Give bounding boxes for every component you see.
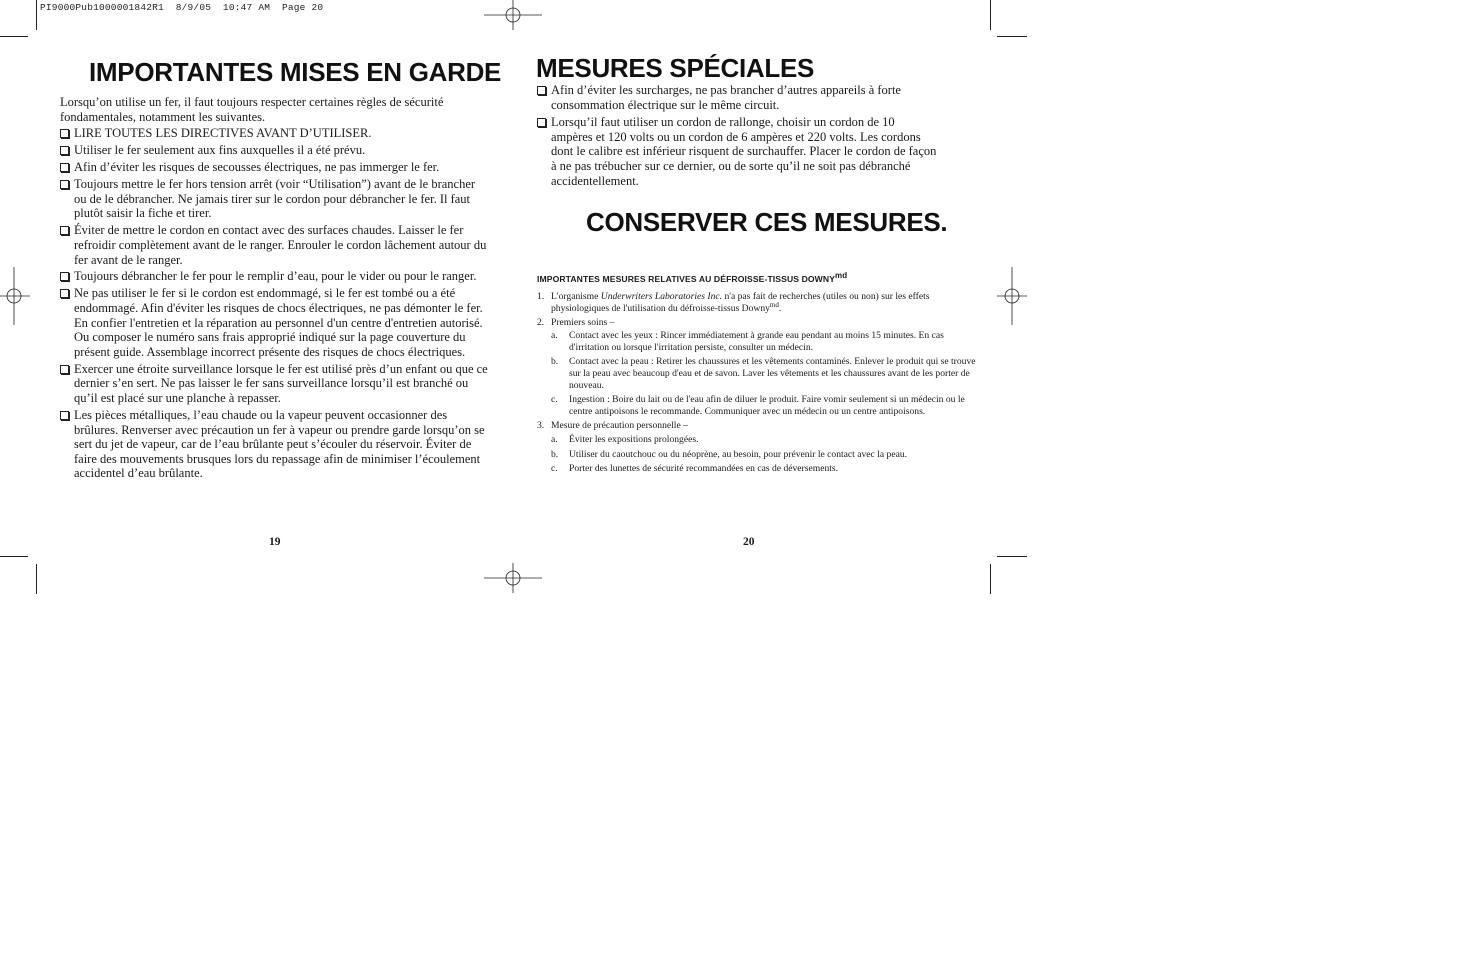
- list-item: Lorsqu’il faut utiliser un cordon de rallonge, choisir un cordon de 10 ampères et 120 volts ou un cordon de 6 ampères et 220 volts. Les cordons dont le calibre est inférieur risquent de surchauffer. Placer le cordon de façon à ne pas trébucher sur ce dernier, ou de sorte qu’il ne soit pas débranché accidentellement.: [537, 115, 937, 188]
- page-number-right: 20: [743, 536, 755, 548]
- checkbox-bullet-icon: [537, 86, 546, 95]
- checkbox-bullet-icon: [60, 163, 69, 172]
- checkbox-bullet-icon: [60, 411, 69, 420]
- numbered-item: 3. Mesure de précaution personnelle –: [537, 420, 688, 432]
- sub-item: a. Éviter les expositions prolongées.: [551, 433, 699, 445]
- downy-heading: IMPORTANTES MESURES RELATIVES AU DÉFROISSE-TISSUS $DOWNY^{md}$: [537, 271, 848, 284]
- crop-mark: [997, 36, 1027, 37]
- checkbox-bullet-icon: [60, 226, 69, 235]
- crop-mark: [0, 36, 28, 37]
- crop-mark: [997, 556, 1027, 557]
- sub-item: c. Porter des lunettes de sécurité recommandées en cas de déversements.: [551, 463, 839, 475]
- crop-mark: [0, 556, 28, 557]
- sub-item: c. Ingestion : Boire du lait ou de l'eau afin de diluer le produit. Faire vomir seulement si un médecin ou le centre antipoisons le recommande. Communiquer avec un médecin ou un centre antipoisons.: [551, 394, 965, 417]
- page-title-left: IMPORTANTES MISES EN GARDE: [89, 57, 502, 87]
- downy-section: [537, 270, 977, 478]
- sub-item: b. Contact avec la peau : Retirer les chaussures et les vêtements contaminés. Enlever le produit qui se trouve sur la peau avec beaucoup d'eau et de savon. Laver les vêtements et les chaussures avant de les porter de nouveau.: [551, 356, 976, 391]
- checkbox-bullet-icon: [60, 180, 69, 189]
- checkbox-bullet-icon: [60, 272, 69, 281]
- printer-slug: PI9000Pub1000001842R1 8/9/05 10:47 AM Page 20: [40, 2, 324, 13]
- list-item: Exercer une étroite surveillance lorsque le fer est utilisé près d’un enfant ou que ce dernier s’en sert. Ne pas laisser le fer sans surveillance lorsqu’il est branché ou qu’il est placé sur une planche à repasser.: [60, 362, 490, 406]
- registration-mark-top: [484, 0, 542, 30]
- crop-mark: [990, 564, 991, 594]
- numbered-item: 1. L'organisme Underwriters Laboratories Inc. n'a pas fait de recherches (utiles ou non) sur les effets physiologiques de l'utilisation du défroisse-tissus Downy$^{md}$.: [537, 291, 930, 315]
- registration-mark-left: [0, 267, 30, 325]
- list-item: Afin d’éviter les surcharges, ne pas brancher d’autres appareils à forte consommation électrique sur le même circuit.: [537, 83, 937, 112]
- left-page-content: [60, 95, 490, 483]
- list-item: Afin d’éviter les risques de secousses électriques, ne pas immerger le fer.: [60, 160, 490, 175]
- registration-mark-bottom: [484, 563, 542, 593]
- list-item: Ne pas utiliser le fer si le cordon est endommagé, si le fer est tombé ou a été endommagé. Afin d'éviter les risques de chocs électriques, ne pas démonter le fer. En confier l'entretien et la réparation au personnel d'un centre d'entretien autorisé. Ou composer le numéro sans frais approprié indiqué sur la page couverture du présent guide. Assemblage incorrect présente des risques de chocs électriques.: [60, 286, 490, 359]
- list-item: Éviter de mettre le cordon en contact avec des surfaces chaudes. Laisser le fer refroidir complètement avant de le ranger. Enrouler le cordon lâchement autour du fer avant de le ranger.: [60, 223, 490, 267]
- checkbox-bullet-icon: [537, 118, 546, 127]
- section-heading-conserver: CONSERVER CES MESURES.: [586, 207, 948, 237]
- checkbox-bullet-icon: [60, 289, 69, 298]
- crop-mark: [36, 0, 37, 30]
- checkbox-bullet-icon: [60, 365, 69, 374]
- crop-mark: [990, 0, 991, 30]
- list-item: Toujours débrancher le fer pour le remplir d’eau, pour le vider ou pour le ranger.: [60, 269, 490, 284]
- crop-mark: [36, 564, 37, 594]
- sub-item: b. Utiliser du caoutchouc ou du néoprène, au besoin, pour prévenir le contact avec la peau.: [551, 448, 908, 460]
- checkbox-bullet-icon: [60, 146, 69, 155]
- registration-mark-right: [997, 267, 1027, 325]
- right-page-content: [537, 83, 937, 191]
- intro-paragraph: Lorsqu’on utilise un fer, il faut toujours respecter certaines règles de sécurité fondamentales, notamment les suivantes.: [60, 95, 444, 124]
- numbered-item: 2. Premiers soins –: [537, 316, 615, 328]
- list-item: Les pièces métalliques, l’eau chaude ou la vapeur peuvent occasionner des brûlures. Renverser avec précaution un fer à vapeur ou prendre garde lorsqu’on se sert du jet de vapeur, car de l’eau brûlante peut s’écouler du réservoir. Éviter de faire des mouvements brusques lors du repassage afin de minimiser l’écoulement accidentel d’eau brûlante.: [60, 408, 490, 481]
- list-item: LIRE TOUTES LES DIRECTIVES AVANT D’UTILISER.: [60, 126, 490, 141]
- checkbox-bullet-icon: [60, 129, 69, 138]
- page-number-left: 19: [269, 536, 281, 548]
- list-item: Utiliser le fer seulement aux fins auxquelles il a été prévu.: [60, 143, 490, 158]
- sub-item: a. Contact avec les yeux : Rincer immédiatement à grande eau pendant au moins 15 minutes. En cas d'irritation ou lorsque l'irritation persiste, consulter un médecin.: [551, 330, 944, 353]
- list-item: Toujours mettre le fer hors tension arrêt (voir “Utilisation”) avant de le brancher ou de le débrancher. Ne jamais tirer sur le cordon pour débrancher le fer. Il faut plutôt saisir la fiche et tirer.: [60, 177, 490, 221]
- page-title-right: MESURES SPÉCIALES: [536, 53, 815, 83]
